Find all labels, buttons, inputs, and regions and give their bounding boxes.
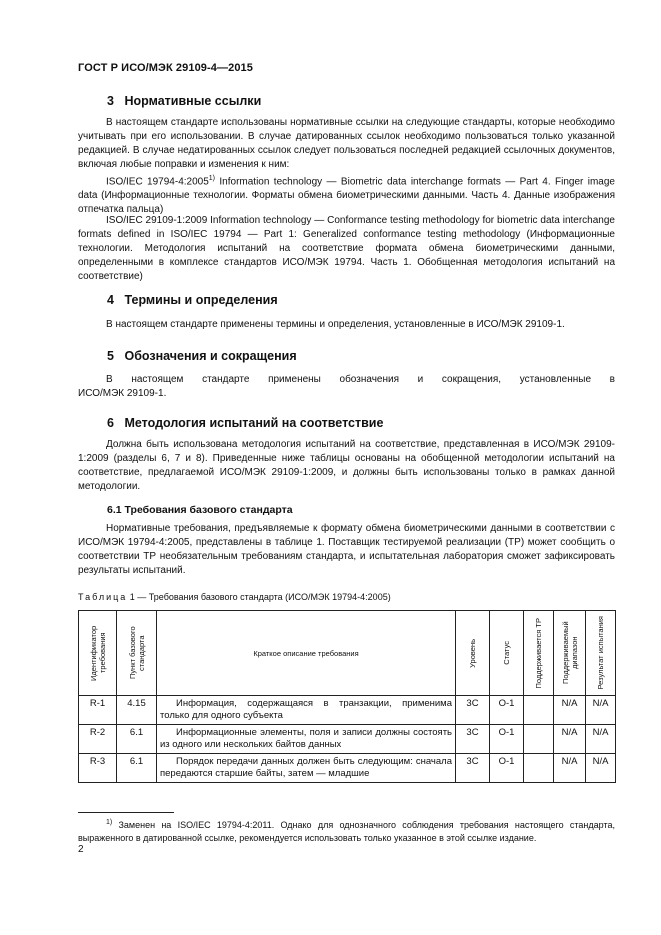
page-number: 2 (78, 844, 84, 855)
section-number: 6 (107, 416, 114, 430)
clause: 6.1 (117, 725, 157, 754)
subsection-number: 6.1 (107, 504, 122, 516)
header-cell: Статус (490, 611, 524, 696)
supported (524, 754, 554, 783)
reference-iso-19794-4: ISO/IEC 19794-4:2005$^{1)}$ Information technology — Biometric data interchange formats — Part 4. Finger image data (Информационные технологии. Форматы обмена биометрическими данными. Часть 4. Данные изображения отпечатка пальца) (78, 175, 615, 216)
result: N/A (586, 696, 616, 725)
section-6-heading (107, 416, 383, 430)
document-header: ГОСТ Р ИСО/МЭК 29109-4—2015 (78, 62, 253, 74)
reference-iso-29109-1: ISO/IEC 29109-1:2009 Information technology — Conformance testing methodology for biometric data interchange formats defined in ISO/IEC 19794 — Part 1: Generalized conformance testing methodology (Информационные технологии. Методология испытаний на соответствие формата обмена биометрическими данными, определенными в комплексе стандартов ИСО/МЭК 19794. Часть 1. Обобщенная методология испытаний на соответствие) (78, 215, 615, 282)
footnote (78, 816, 615, 845)
level: 3C (456, 754, 490, 783)
range: N/A (554, 725, 586, 754)
table-row (79, 696, 616, 725)
table-caption-word: Таблица (78, 592, 128, 602)
footnote-ref[interactable]: 1) (208, 175, 216, 182)
reference-code: ISO/IEC 19794-4:2005 (106, 176, 209, 188)
footnote-marker: 1) (106, 819, 113, 826)
description: Порядок передачи данных должен быть следующим: сначала передаются старшие байты, затем — младшие (157, 754, 456, 783)
level: 3C (456, 725, 490, 754)
result: N/A (586, 754, 616, 783)
table-caption-text: 1 — Требования базового стандарта (ИСО/МЭК 19794-4:2005) (127, 592, 391, 602)
requirement-id: R-3 (79, 754, 117, 783)
header-cell: Результат испытания (586, 611, 616, 696)
footnote-separator (78, 812, 174, 813)
level: 3C (456, 696, 490, 725)
clause: 4.15 (117, 696, 157, 725)
section-4-heading (107, 293, 278, 307)
table-header-row (79, 611, 616, 696)
status: O-1 (490, 725, 524, 754)
section-5-paragraph-line1: В настоящем стандарте применены обозначения и сокращения, установленные в (106, 374, 615, 385)
section-title: Термины и определения (124, 293, 278, 307)
range: N/A (554, 754, 586, 783)
range: N/A (554, 696, 586, 725)
section-title: Обозначения и сокращения (124, 349, 297, 363)
subsection-6-1-paragraph: Нормативные требования, предъявляемые к формату обмена биометрическими данными в соответствии с ИСО/МЭК 19794-4:2005, представлены в таблице 1. Поставщик тестируемой реализации (ТР) может сообщить о соответствии ТР необязательным требованиям стандарта, и испытательная лаборатория сможет зафиксировать результаты испытаний. (78, 523, 615, 576)
clause: 6.1 (117, 754, 157, 783)
status: O-1 (490, 696, 524, 725)
table-caption (78, 592, 391, 602)
result: N/A (586, 725, 616, 754)
subsection-6-1-heading (107, 504, 293, 516)
section-number: 3 (107, 94, 114, 108)
header-cell: Идентификатор требования (79, 611, 117, 696)
section-number: 5 (107, 349, 114, 363)
requirement-id: R-2 (79, 725, 117, 754)
table-row (79, 754, 616, 783)
description: Информация, содержащаяся в транзакции, применима только для одного субъекта (157, 696, 456, 725)
supported (524, 725, 554, 754)
subsection-title: Требования базового стандарта (124, 504, 293, 516)
section-title: Нормативные ссылки (124, 94, 262, 108)
requirement-id: R-1 (79, 696, 117, 725)
status: O-1 (490, 754, 524, 783)
table-row (79, 725, 616, 754)
section-number: 4 (107, 293, 114, 307)
supported (524, 696, 554, 725)
header-cell: Уровень (456, 611, 490, 696)
section-3-heading (107, 94, 261, 108)
footnote-text: Заменен на ISO/IEC 19794-4:2011. Однако для однозначного соблюдения требования настоящего стандарта, выраженного в датированной ссылке, рекомендуется использовать только указанное в этой ссылке издание. (78, 820, 615, 843)
header-cell: Поддерживается ТР (524, 611, 554, 696)
section-4-paragraph: В настоящем стандарте применены термины и определения, установленные в ИСО/МЭК 29109-1. (106, 319, 565, 330)
description: Информационные элементы, поля и записи должны состоять из одного или нескольких байтов данных (157, 725, 456, 754)
header-cell: Поддерживаемый диапазон (554, 611, 586, 696)
section-6-paragraph: Должна быть использована методология испытаний на соответствие, представленная в ИСО/МЭК 29109-1:2009 (разделы 6, 7 и 8). Приведенные ниже таблицы основаны на обобщенной методологии испытаний на соответствие, предлагаемой ИСО/МЭК 29109-1:2009, и должны быть использованы только в рамках данной методологии. (78, 439, 615, 492)
header-cell: Пункт базового стандарта (117, 611, 157, 696)
section-title: Методология испытаний на соответствие (124, 416, 384, 430)
section-5-paragraph-line2: ИСО/МЭК 29109-1. (78, 388, 167, 399)
header-cell: Краткое описание требования (157, 611, 456, 696)
section-5-heading (107, 349, 297, 363)
requirements-table (78, 610, 616, 783)
section-3-paragraph: В настоящем стандарте использованы нормативные ссылки на следующие стандарты, которые необходимо учитывать при его использовании. В случае датированных ссылок необходимо пользоваться только указанной редакцией. В случае недатированных ссылок следует пользоваться последней редакцией ссылочных документов, включая любые поправки и изменения к ним: (78, 117, 615, 170)
